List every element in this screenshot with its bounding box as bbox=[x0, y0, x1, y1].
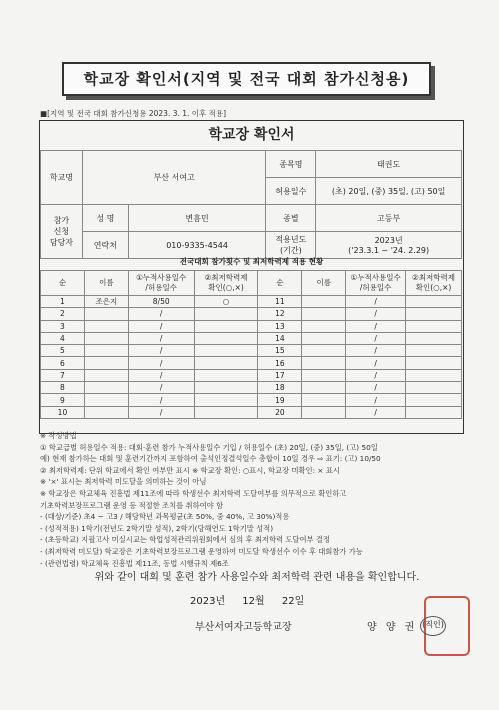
grid-title: 전국대회 참가횟수 및 최저학력제 적용 현황 bbox=[179, 257, 324, 266]
row-min bbox=[194, 345, 258, 357]
row-days: 8/50 bbox=[128, 296, 194, 308]
note-line: ② 최저학력제: 단위 학교에서 확인 여부만 표시 ※ 학교장 확인: ○표시, 학교장 미확인: × 표시 bbox=[40, 465, 340, 475]
row-min bbox=[406, 357, 462, 369]
row-min bbox=[406, 345, 462, 357]
signer-name: 양 양 권 bbox=[367, 622, 415, 633]
issue-date: 2023년 12월 22일 bbox=[190, 596, 305, 607]
event-value: 태권도 bbox=[316, 151, 462, 178]
row-min bbox=[194, 332, 258, 344]
participation-table bbox=[40, 270, 462, 419]
row-name bbox=[302, 345, 346, 357]
row-name bbox=[84, 308, 128, 320]
year-label: 적용년도 (기간) bbox=[266, 232, 316, 259]
row-days: / bbox=[346, 345, 406, 357]
header-name: 이름 bbox=[302, 271, 346, 296]
allow-value: (초) 20일, (중) 35일, (고) 50일 bbox=[316, 178, 462, 205]
row-days: / bbox=[346, 332, 406, 344]
row-days: / bbox=[128, 332, 194, 344]
row-days: / bbox=[128, 308, 194, 320]
name-value: 변흠민 bbox=[128, 205, 266, 232]
row-no: 11 bbox=[258, 296, 302, 308]
applicability-note: ■[지역 및 전국 대회 참가신청용 2023. 3. 1. 이후 적용] bbox=[40, 109, 227, 118]
row-name bbox=[84, 320, 128, 332]
note-line: 기초학력보장프로그램 운영 등 적절한 조치를 취하여야 함 bbox=[40, 500, 224, 510]
row-min bbox=[406, 382, 462, 394]
row-days: / bbox=[128, 394, 194, 406]
row-no: 14 bbox=[258, 332, 302, 344]
note-line: - (초등학교) 지필고사 미실시교는 학업성적관리위원회에서 심의 후 최저학력 도달여부 결정 bbox=[40, 535, 331, 545]
row-days: / bbox=[128, 369, 194, 381]
row-name bbox=[302, 406, 346, 418]
row-days: / bbox=[128, 406, 194, 418]
row-no: 5 bbox=[41, 345, 85, 357]
row-name bbox=[84, 394, 128, 406]
row-days: / bbox=[346, 308, 406, 320]
school-label: 학교명 bbox=[41, 151, 83, 205]
header-no: 순 bbox=[258, 271, 302, 296]
row-no: 13 bbox=[258, 320, 302, 332]
row-days: / bbox=[346, 296, 406, 308]
row-name bbox=[302, 332, 346, 344]
contact-value: 010-9335-4544 bbox=[128, 232, 266, 259]
row-min bbox=[406, 320, 462, 332]
table-row bbox=[41, 296, 462, 308]
certificate-title: 학교장 확인서 bbox=[208, 127, 295, 143]
note-line: 예) 현재 참가하는 대회 및 훈련기간까지 포함하여 출석인정결석일수 총합이 10일 경우 ⇨ 표기: (고) 10/50 bbox=[40, 454, 381, 464]
row-days: / bbox=[128, 382, 194, 394]
year-cell bbox=[316, 232, 462, 259]
row-days: / bbox=[346, 406, 406, 418]
row-name bbox=[302, 308, 346, 320]
row-min bbox=[194, 394, 258, 406]
name-label: 성 명 bbox=[82, 205, 128, 232]
row-name bbox=[84, 369, 128, 381]
note-line: - (최저학력 미도달) 학교장은 기초학력보장프로그램 운영하여 미도달 학생선수 이수 후 대회참가 가능 bbox=[40, 546, 363, 556]
row-no: 4 bbox=[41, 332, 85, 344]
row-days: / bbox=[128, 345, 194, 357]
year-period: ('23.3.1 ~ '24. 2.29) bbox=[348, 246, 430, 255]
row-name bbox=[302, 382, 346, 394]
row-name bbox=[302, 320, 346, 332]
row-no: 19 bbox=[258, 394, 302, 406]
row-name: 조은지 bbox=[84, 296, 128, 308]
table-row bbox=[41, 369, 462, 381]
grid-body bbox=[41, 296, 462, 419]
note-line: - (대상/기준) 초4 ~ 고3 / 해당학년 과목평균(초 50%, 중 40%, 고 30%)적용 bbox=[40, 512, 290, 522]
confirm-statement: 위와 같이 대회 및 훈련 참가 사용일수와 최저학력 관련 내용을 확인합니다. bbox=[94, 572, 420, 583]
header-name: 이름 bbox=[84, 271, 128, 296]
row-name bbox=[302, 296, 346, 308]
note-line: ※ 학교장은 학교체육 진흥법 제11조에 따라 학생선수 최저학력 도달여부를 의무적으로 확인하고 bbox=[40, 488, 347, 498]
row-min bbox=[194, 320, 258, 332]
row-no: 9 bbox=[41, 394, 85, 406]
row-min bbox=[194, 369, 258, 381]
row-name bbox=[302, 369, 346, 381]
header-min: ②최저학력제 확인(○,×) bbox=[194, 271, 258, 296]
row-days: / bbox=[346, 382, 406, 394]
applicant-label: 참가 신청 담당자 bbox=[41, 205, 83, 259]
row-no: 1 bbox=[41, 296, 85, 308]
row-no: 8 bbox=[41, 382, 85, 394]
info-table bbox=[40, 150, 462, 259]
header-min: ②최저학력제 확인(○,×) bbox=[406, 271, 462, 296]
table-row bbox=[41, 394, 462, 406]
row-no: 12 bbox=[258, 308, 302, 320]
header-no: 순 bbox=[41, 271, 85, 296]
type-label: 종별 bbox=[266, 205, 316, 232]
row-name bbox=[84, 332, 128, 344]
note-line: ① 학교급별 허용일수 적용: 대회·훈련 참가 누적사용일수 기입 / 허용일수 (초) 20일, (중) 35일, (고) 50일 bbox=[40, 442, 378, 452]
header-days: ①누적사용일수 /허용일수 bbox=[346, 271, 406, 296]
row-min bbox=[406, 308, 462, 320]
row-no: 7 bbox=[41, 369, 85, 381]
table-row bbox=[41, 308, 462, 320]
row-no: 2 bbox=[41, 308, 85, 320]
document-title: 학교장 확인서(지역 및 전국 대회 참가신청용) bbox=[62, 62, 431, 96]
row-no: 18 bbox=[258, 382, 302, 394]
header-days: ①누적사용일수 /허용일수 bbox=[128, 271, 194, 296]
row-min bbox=[406, 369, 462, 381]
table-row bbox=[41, 345, 462, 357]
row-name bbox=[84, 345, 128, 357]
row-min bbox=[194, 406, 258, 418]
row-days: / bbox=[128, 357, 194, 369]
row-min bbox=[406, 394, 462, 406]
row-name bbox=[302, 357, 346, 369]
row-no: 20 bbox=[258, 406, 302, 418]
row-days: / bbox=[346, 369, 406, 381]
signer-title: 부산서여자고등학교장 bbox=[195, 622, 292, 633]
row-no: 15 bbox=[258, 345, 302, 357]
note-line: - (관련법령) 학교체육 진흥법 제11조, 동법 시행규칙 제6조 bbox=[40, 558, 229, 568]
row-days: / bbox=[346, 394, 406, 406]
row-no: 17 bbox=[258, 369, 302, 381]
school-value: 부산 서여고 bbox=[82, 151, 266, 205]
row-no: 6 bbox=[41, 357, 85, 369]
seal-mark: (직인) bbox=[420, 616, 446, 636]
notes-section bbox=[40, 430, 470, 569]
note-line: ※ 작성방법 bbox=[40, 431, 77, 440]
table-row bbox=[41, 406, 462, 418]
row-name bbox=[84, 382, 128, 394]
row-days: / bbox=[346, 320, 406, 332]
row-name bbox=[84, 357, 128, 369]
row-no: 3 bbox=[41, 320, 85, 332]
year-value: 2023년 bbox=[374, 236, 403, 245]
row-min bbox=[194, 308, 258, 320]
row-no: 10 bbox=[41, 406, 85, 418]
note-line: - (성적적용) 1학기(전년도 2학기말 성적), 2학기(당해연도 1학기말 성적) bbox=[40, 523, 274, 533]
row-name bbox=[302, 394, 346, 406]
row-min bbox=[406, 296, 462, 308]
allow-label: 허용일수 bbox=[266, 178, 316, 205]
row-days: / bbox=[128, 320, 194, 332]
row-days: / bbox=[346, 357, 406, 369]
event-label: 종목명 bbox=[266, 151, 316, 178]
row-min: ○ bbox=[194, 296, 258, 308]
table-row bbox=[41, 332, 462, 344]
row-min bbox=[406, 332, 462, 344]
row-min bbox=[194, 382, 258, 394]
row-min bbox=[194, 357, 258, 369]
type-value: 고등부 bbox=[316, 205, 462, 232]
table-row bbox=[41, 382, 462, 394]
row-name bbox=[84, 406, 128, 418]
note-line: ※ '×' 표시는 최저학력 미도달을 의미하는 것이 아님 bbox=[40, 477, 207, 487]
row-min bbox=[406, 406, 462, 418]
row-no: 16 bbox=[258, 357, 302, 369]
table-row bbox=[41, 320, 462, 332]
contact-label: 연락처 bbox=[82, 232, 128, 259]
table-row bbox=[41, 357, 462, 369]
